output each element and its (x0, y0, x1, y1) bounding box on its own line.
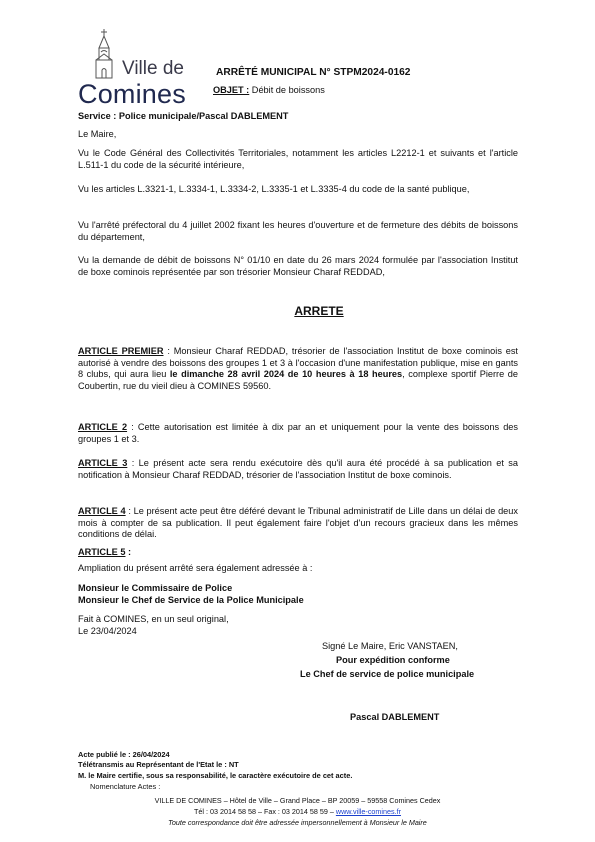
article-2-text: : Cette autorisation est limitée à dix par an et uniquement pour la vente des boissons des groupes 1 et 3. (78, 422, 519, 444)
signed-by: Signé Le Maire, Eric VANSTAEN, (322, 641, 458, 651)
article-5-text: : (125, 547, 132, 557)
footer-website-link[interactable]: www.ville-comines.fr (335, 807, 401, 816)
recipient-1: Monsieur le Commissaire de Police (78, 583, 233, 593)
article-2-label: ARTICLE 2 (78, 422, 128, 432)
decree-date: Le 23/04/2024 (78, 626, 137, 636)
article-2 (78, 422, 518, 445)
footer-phone-fax: Tél : 03 2014 58 58 – Fax : 03 2014 58 59 – (194, 807, 336, 816)
signatory-title: Le Chef de service de police municipale (300, 669, 475, 679)
recipient-2: Monsieur le Chef de Service de la Police Municipale (78, 595, 304, 605)
article-1 (78, 346, 518, 392)
article-4-label: ARTICLE 4 (78, 506, 126, 516)
footer-certifie: M. le Maire certifie, sous sa responsabilité, le caractère exécutoire de cet acte. (78, 771, 353, 780)
city-logo (78, 28, 198, 110)
footer-teletransmis: Télétransmis au Représentant de l'Etat le : NT (78, 760, 239, 769)
fait-a: Fait à COMINES, en un seul original, (78, 614, 229, 624)
subject-text: Débit de boissons (249, 85, 325, 95)
article-3-label: ARTICLE 3 (78, 458, 128, 468)
logo-ville-text: Ville de (122, 58, 184, 79)
certified-copy: Pour expédition conforme (336, 655, 450, 665)
logo-comines-text: Comines (78, 79, 186, 109)
article-3 (78, 458, 518, 481)
arrete-heading: ARRETE (294, 304, 344, 318)
vu-paragraph-1: Vu le Code Général des Collectivités Territoriales, notamment les articles L2212-1 et suivants et l'article L.511-1 du code de la sécurité intérieure, (78, 148, 518, 170)
footer-address: VILLE DE COMINES – Hôtel de Ville – Grand Place – BP 20059 – 59558 Comines Cedex (154, 796, 441, 805)
church-tower-icon (90, 28, 118, 80)
decree-subject (213, 85, 325, 95)
le-maire: Le Maire, (78, 129, 117, 139)
article-3-text: : Le présent acte sera rendu exécutoire dès qu'il aura été procédé à sa publication et sa notification à Monsieur Charaf REDDAD, trésorier de l'association Institut de boxe cominois. (78, 458, 518, 480)
footer-publie: Acte publié le : 26/04/2024 (78, 750, 170, 759)
footer-nomenclature: Nomenclature Actes : (90, 782, 161, 791)
vu-paragraph-4: Vu la demande de débit de boissons N° 01/10 en date du 26 mars 2024 formulée par l'association Institut de boxe cominois représentée par son trésorier Monsieur Charaf REDDAD, (78, 255, 518, 277)
article-4-text: : Le présent acte peut être déféré devant le Tribunal administratif de Lille dans un délai de deux mois à compter de sa publication. Il peut également faire l'objet d'un recours gracieux dans les mêmes conditions de délai. (78, 506, 518, 540)
article-1-label: ARTICLE PREMIER (78, 346, 164, 356)
vu-paragraph-2: Vu les articles L.3321-1, L.3334-1, L.3334-2, L.3335-1 et L.3335-4 du code de la santé publique, (78, 184, 470, 194)
ampliation: Ampliation du présent arrêté sera également adressée à : (78, 563, 313, 573)
signatory-name: Pascal DABLEMENT (350, 712, 440, 722)
footer-correspondance: Toute correspondance doit être adressée impersonnellement à Monsieur le Maire (168, 818, 427, 827)
article-5-label: ARTICLE 5 (78, 547, 126, 557)
service-line: Service : Police municipale/Pascal DABLEMENT (78, 111, 289, 121)
article-4 (78, 506, 518, 541)
article-1-text-b: , complexe sportif Pierre de Coubertin, rue du vieil dieu à COMINES 59560. (78, 369, 518, 391)
vu-paragraph-3: Vu l'arrêté préfectoral du 4 juillet 2002 fixant les heures d'ouverture et de fermeture des débits de boissons du département, (78, 220, 518, 242)
decree-title: ARRÊTÉ MUNICIPAL N° STPM2024-0162 (216, 67, 411, 78)
article-5 (78, 547, 518, 559)
subject-label: OBJET : (213, 85, 250, 95)
article-1-text-a: : Monsieur Charaf REDDAD, trésorier de l'association Institut de boxe cominois est autorisé à vendre des boissons des groupes 1 et 3 à l'occasion d'une manifestation publique, mise en gants 8 clubs, qui aura lieu (78, 346, 518, 380)
article-1-date: le dimanche 28 avril 2024 de 10 heures à 18 heures (169, 369, 403, 380)
footer-contact (0, 807, 595, 817)
